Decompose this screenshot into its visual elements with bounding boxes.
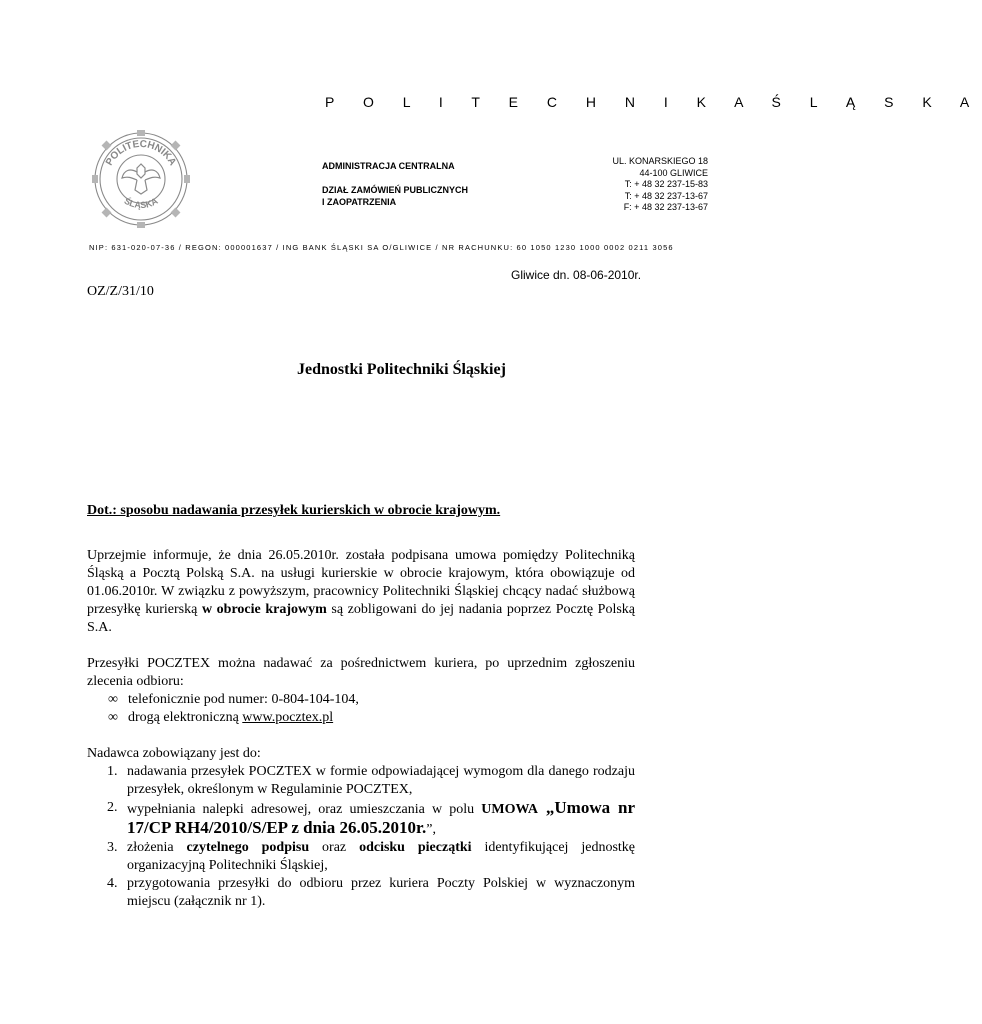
list-item: 1. nadawania przesyłek POCZTEX w formie odpowiadającej wymogom dla danego rodzaju przesyłek, określonym w Regulaminie POCZTEX, xyxy=(107,764,635,797)
department-line-3: I ZAOPATRZENIA xyxy=(322,197,397,207)
eagle-icon xyxy=(122,164,160,194)
list-item: 2. wypełniania nalepki adresowej, oraz umieszczania w polu UMOWA „Umowa nr 17/CP RH4/2010/S/EP z dnia 26.05.2010r.”, xyxy=(107,798,635,837)
phone-2: T: + 48 32 237-13-67 xyxy=(624,190,708,201)
paragraph-2: Przesyłki POCZTEX można nadawać za pośrednictwem kuriera, po uprzednim zgłoszeniu zlecenia odbioru: xyxy=(87,656,635,689)
infinity-bullet-icon: ∞ xyxy=(108,692,118,707)
phone-1: T: + 48 32 237-15-83 xyxy=(624,179,708,190)
department-line-1: ADMINISTRACJA CENTRALNA xyxy=(322,161,455,171)
department-line-2: DZIAŁ ZAMÓWIEŃ PUBLICZNYCH xyxy=(322,185,468,195)
institution-name: P O L I T E C H N I K A Ś L Ą S K A xyxy=(325,94,982,110)
place-date: Gliwice dn. 08-06-2010r. xyxy=(511,268,642,282)
address-city: 44-100 GLIWICE xyxy=(639,167,708,178)
list-item: ∞ telefonicznie pod numer: 0-804-104-104, xyxy=(108,692,359,707)
address-block xyxy=(560,156,708,214)
subject-line: Dot.: sposobu nadawania przesyłek kurierskich w obrocie krajowym. xyxy=(87,503,501,518)
department-block xyxy=(322,160,468,208)
list-item: ∞ drogą elektroniczną www.pocztex.pl xyxy=(108,710,334,725)
letter-body xyxy=(87,547,635,911)
paragraph-3: Nadawca zobowiązany jest do: xyxy=(87,746,261,761)
registry-line: NIP: 631-020-07-36 / REGON: 000001637 / ING BANK ŚLĄSKI SA O/GLIWICE / NR RACHUNKU: 60 1050 1230 1000 0002 0211 3056 xyxy=(89,243,674,252)
list-item: 4. przygotowania przesyłki do odbioru przez kuriera Poczty Polskiej w wyznaczonym miejscu (załącznik nr 1). xyxy=(107,876,635,909)
university-logo xyxy=(88,128,194,230)
list-item: 3. złożenia czytelnego podpisu oraz odcisku pieczątki identyfikującej jednostkę organizacyjną Politechniki Śląskiej, xyxy=(107,840,635,873)
reference-number: OZ/Z/31/10 xyxy=(87,284,154,299)
recipient: Jednostki Politechniki Śląskiej xyxy=(297,361,506,378)
logo-text-top: POLITECHNIKA xyxy=(103,138,179,168)
infinity-bullet-icon: ∞ xyxy=(108,710,118,725)
pocztex-link[interactable]: www.pocztex.pl xyxy=(242,710,334,725)
fax: F: + 48 32 237-13-67 xyxy=(623,202,708,213)
address-street: UL. KONARSKIEGO 18 xyxy=(612,156,708,166)
logo-text-bottom: ŚLĄSKA xyxy=(122,195,160,211)
paragraph-1: Uprzejmie informuje, że dnia 26.05.2010r. została podpisana umowa pomiędzy Politechniką Śląską a Pocztą Polską S.A. na usługi kurierskie w obrocie krajowym, która obowiązuje od 01.06.2010r. W związku z powyższym, pracownicy Politechniki Śląskiej chcący nadać służbową przesyłkę kurierską w obrocie krajowym są zobligowani do jej nadania poprzez Pocztę Polską S.A. xyxy=(87,548,635,635)
